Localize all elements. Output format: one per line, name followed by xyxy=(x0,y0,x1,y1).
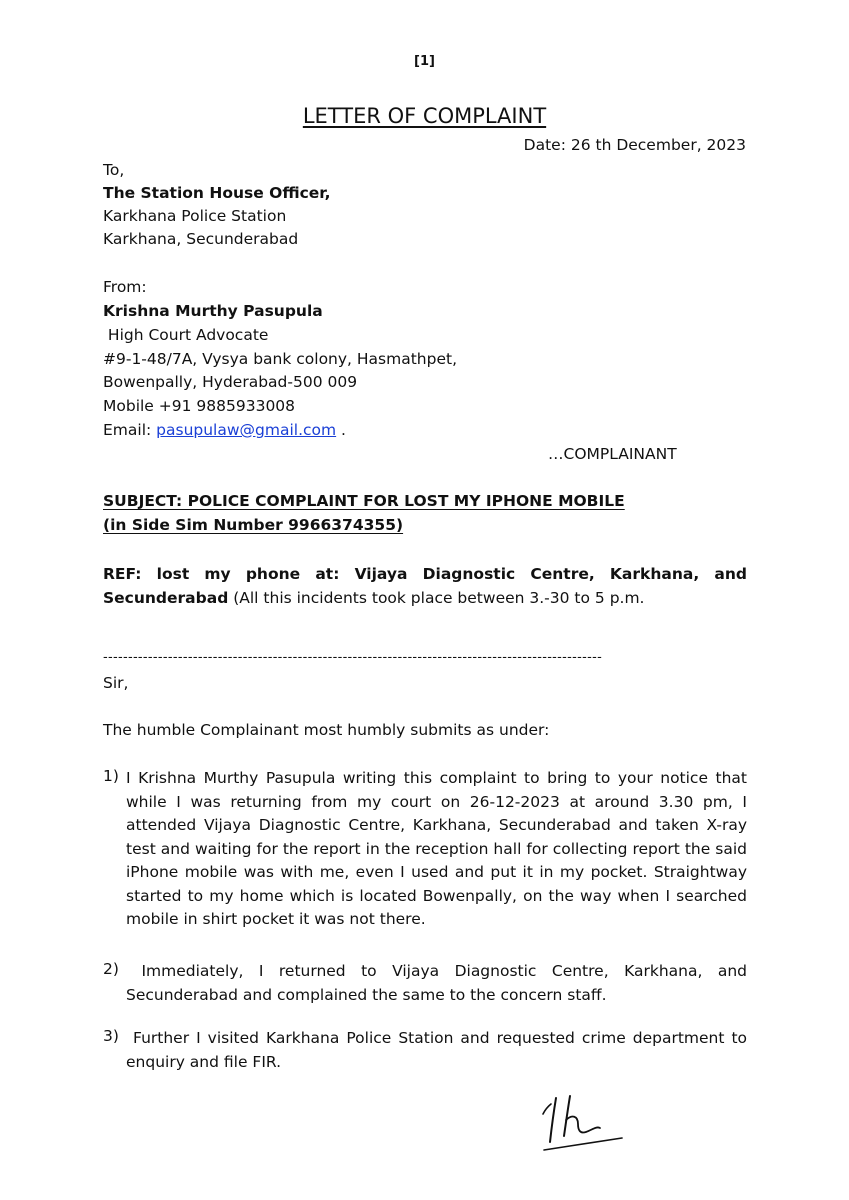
signature xyxy=(540,1090,630,1155)
list-item-text: Further I visited Karkhana Police Station and requested crime department to enquiry and file FIR. xyxy=(126,1029,752,1071)
intro-text: The humble Complainant most humbly submits as under: xyxy=(103,721,550,739)
sender-address-line2: Bowenpally, Hyderabad-500 009 xyxy=(103,373,358,391)
email-suffix: . xyxy=(336,421,346,439)
letter-date: Date: 26 th December, 2023 xyxy=(523,136,746,154)
from-label: From: xyxy=(103,278,147,296)
list-item-text: I Krishna Murthy Pasupula writing this complaint to bring to your notice that while I was returning from my court on 26-12-2023 at around 3.30 pm, I attended Vijaya Diagnostic Centre, Karkhana, Secunderabad and taken X-ray test and waiting for the report in the reception hall for collecting report the said iPhone mobile was with me, even I used and put it in my pocket. Straightway started to my home which is located Bowenpally, on the way when I searched mobile in shirt pocket it was not there. xyxy=(126,769,747,928)
recipient-address-line2: Karkhana, Secunderabad xyxy=(103,230,299,248)
salutation: Sir, xyxy=(103,674,129,692)
page-number: [1] xyxy=(414,54,435,69)
subject-line2: (in Side Sim Number 9966374355) xyxy=(103,516,404,534)
email-link[interactable]: pasupulaw@gmail.com xyxy=(156,421,337,439)
sender-address-line1: #9-1-48/7A, Vysya bank colony, Hasmathpet, xyxy=(103,350,458,368)
sender-email-row xyxy=(103,421,346,439)
to-label: To, xyxy=(103,161,125,179)
list-item-text: Immediately, I returned to Vijaya Diagnostic Centre, Karkhana, and Secunderabad and complained the same to the concern staff. xyxy=(126,962,752,1004)
recipient-address-line1: Karkhana Police Station xyxy=(103,207,287,225)
page-title: LETTER OF COMPLAINT xyxy=(302,104,547,128)
sender-name: Krishna Murthy Pasupula xyxy=(103,302,323,320)
recipient-name: The Station House Officer, xyxy=(103,184,331,202)
list-item-number: 1) xyxy=(103,767,119,785)
list-item-number: 3) xyxy=(103,1027,119,1045)
email-label: Email: xyxy=(103,421,157,439)
sender-mobile: Mobile +91 9885933008 xyxy=(103,397,296,415)
subject-line1: SUBJECT: POLICE COMPLAINT FOR LOST MY IPHONE MOBILE xyxy=(103,492,625,510)
list-item-number: 2) xyxy=(103,960,119,978)
reference xyxy=(103,563,747,610)
sender-designation: High Court Advocate xyxy=(103,326,269,344)
reference-bold: REF: lost my phone at: Vijaya Diagnostic Centre, Karkhana, and Secunderabad xyxy=(103,565,747,607)
separator-line: ---------------------------------------------------------------------------------------------------- xyxy=(103,650,603,665)
complainant-label: …COMPLAINANT xyxy=(548,445,677,463)
reference-rest: (All this incidents took place between 3.-30 to 5 p.m. xyxy=(228,588,645,607)
